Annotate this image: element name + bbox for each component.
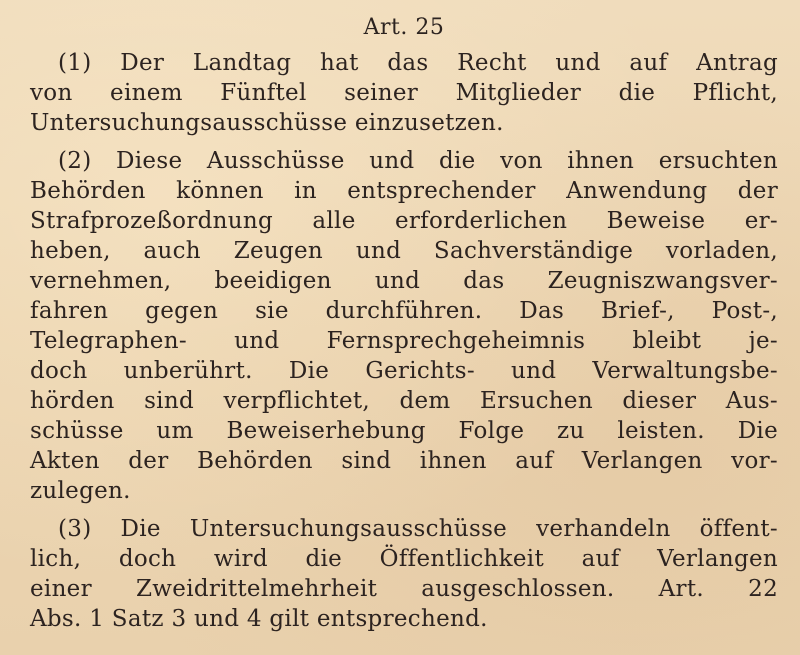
- text-line: von einem Fünftel seiner Mitglieder die Pflicht,: [30, 80, 778, 106]
- text-line: zulegen.: [30, 478, 131, 504]
- text-line: einer Zweidrittelmehrheit ausgeschlossen. Art. 22: [30, 576, 778, 602]
- text-line: hörden sind verpflichtet, dem Ersuchen dieser Aus-: [30, 388, 778, 414]
- text-line: Akten der Behörden sind ihnen auf Verlangen vor-: [30, 448, 778, 474]
- text-line: heben, auch Zeugen und Sachverständige vorladen,: [30, 238, 778, 264]
- paragraph-2: [30, 146, 778, 506]
- text-line: fahren gegen sie durchführen. Das Brief-, Post-,: [30, 298, 778, 324]
- text-line: (1) Der Landtag hat das Recht und auf Antrag: [58, 50, 778, 76]
- text-line: doch unberührt. Die Gerichts- und Verwaltungsbe-: [30, 358, 778, 384]
- text-line: (2) Diese Ausschüsse und die von ihnen ersuchten: [58, 148, 778, 174]
- text-line: vernehmen, beeidigen und das Zeugniszwangsver-: [30, 268, 778, 294]
- text-line: Strafprozeßordnung alle erforderlichen Beweise er-: [30, 208, 778, 234]
- text-line: Behörden können in entsprechender Anwendung der: [30, 178, 778, 204]
- text-line: schüsse um Beweiserhebung Folge zu leisten. Die: [30, 418, 778, 444]
- paragraph-3: [30, 514, 778, 634]
- text-line: lich, doch wird die Öffentlichkeit auf Verlangen: [30, 546, 778, 572]
- text-line: (3) Die Untersuchungsausschüsse verhandeln öffent-: [58, 516, 778, 542]
- paragraph-1: [30, 48, 778, 138]
- article-heading: Art. 25: [363, 15, 445, 40]
- text-line: Abs. 1 Satz 3 und 4 gilt entsprechend.: [30, 606, 488, 632]
- text-line: Untersuchungsausschüsse einzusetzen.: [30, 110, 504, 136]
- text-line: Telegraphen- und Fernsprechgeheimnis bleibt je-: [30, 328, 778, 354]
